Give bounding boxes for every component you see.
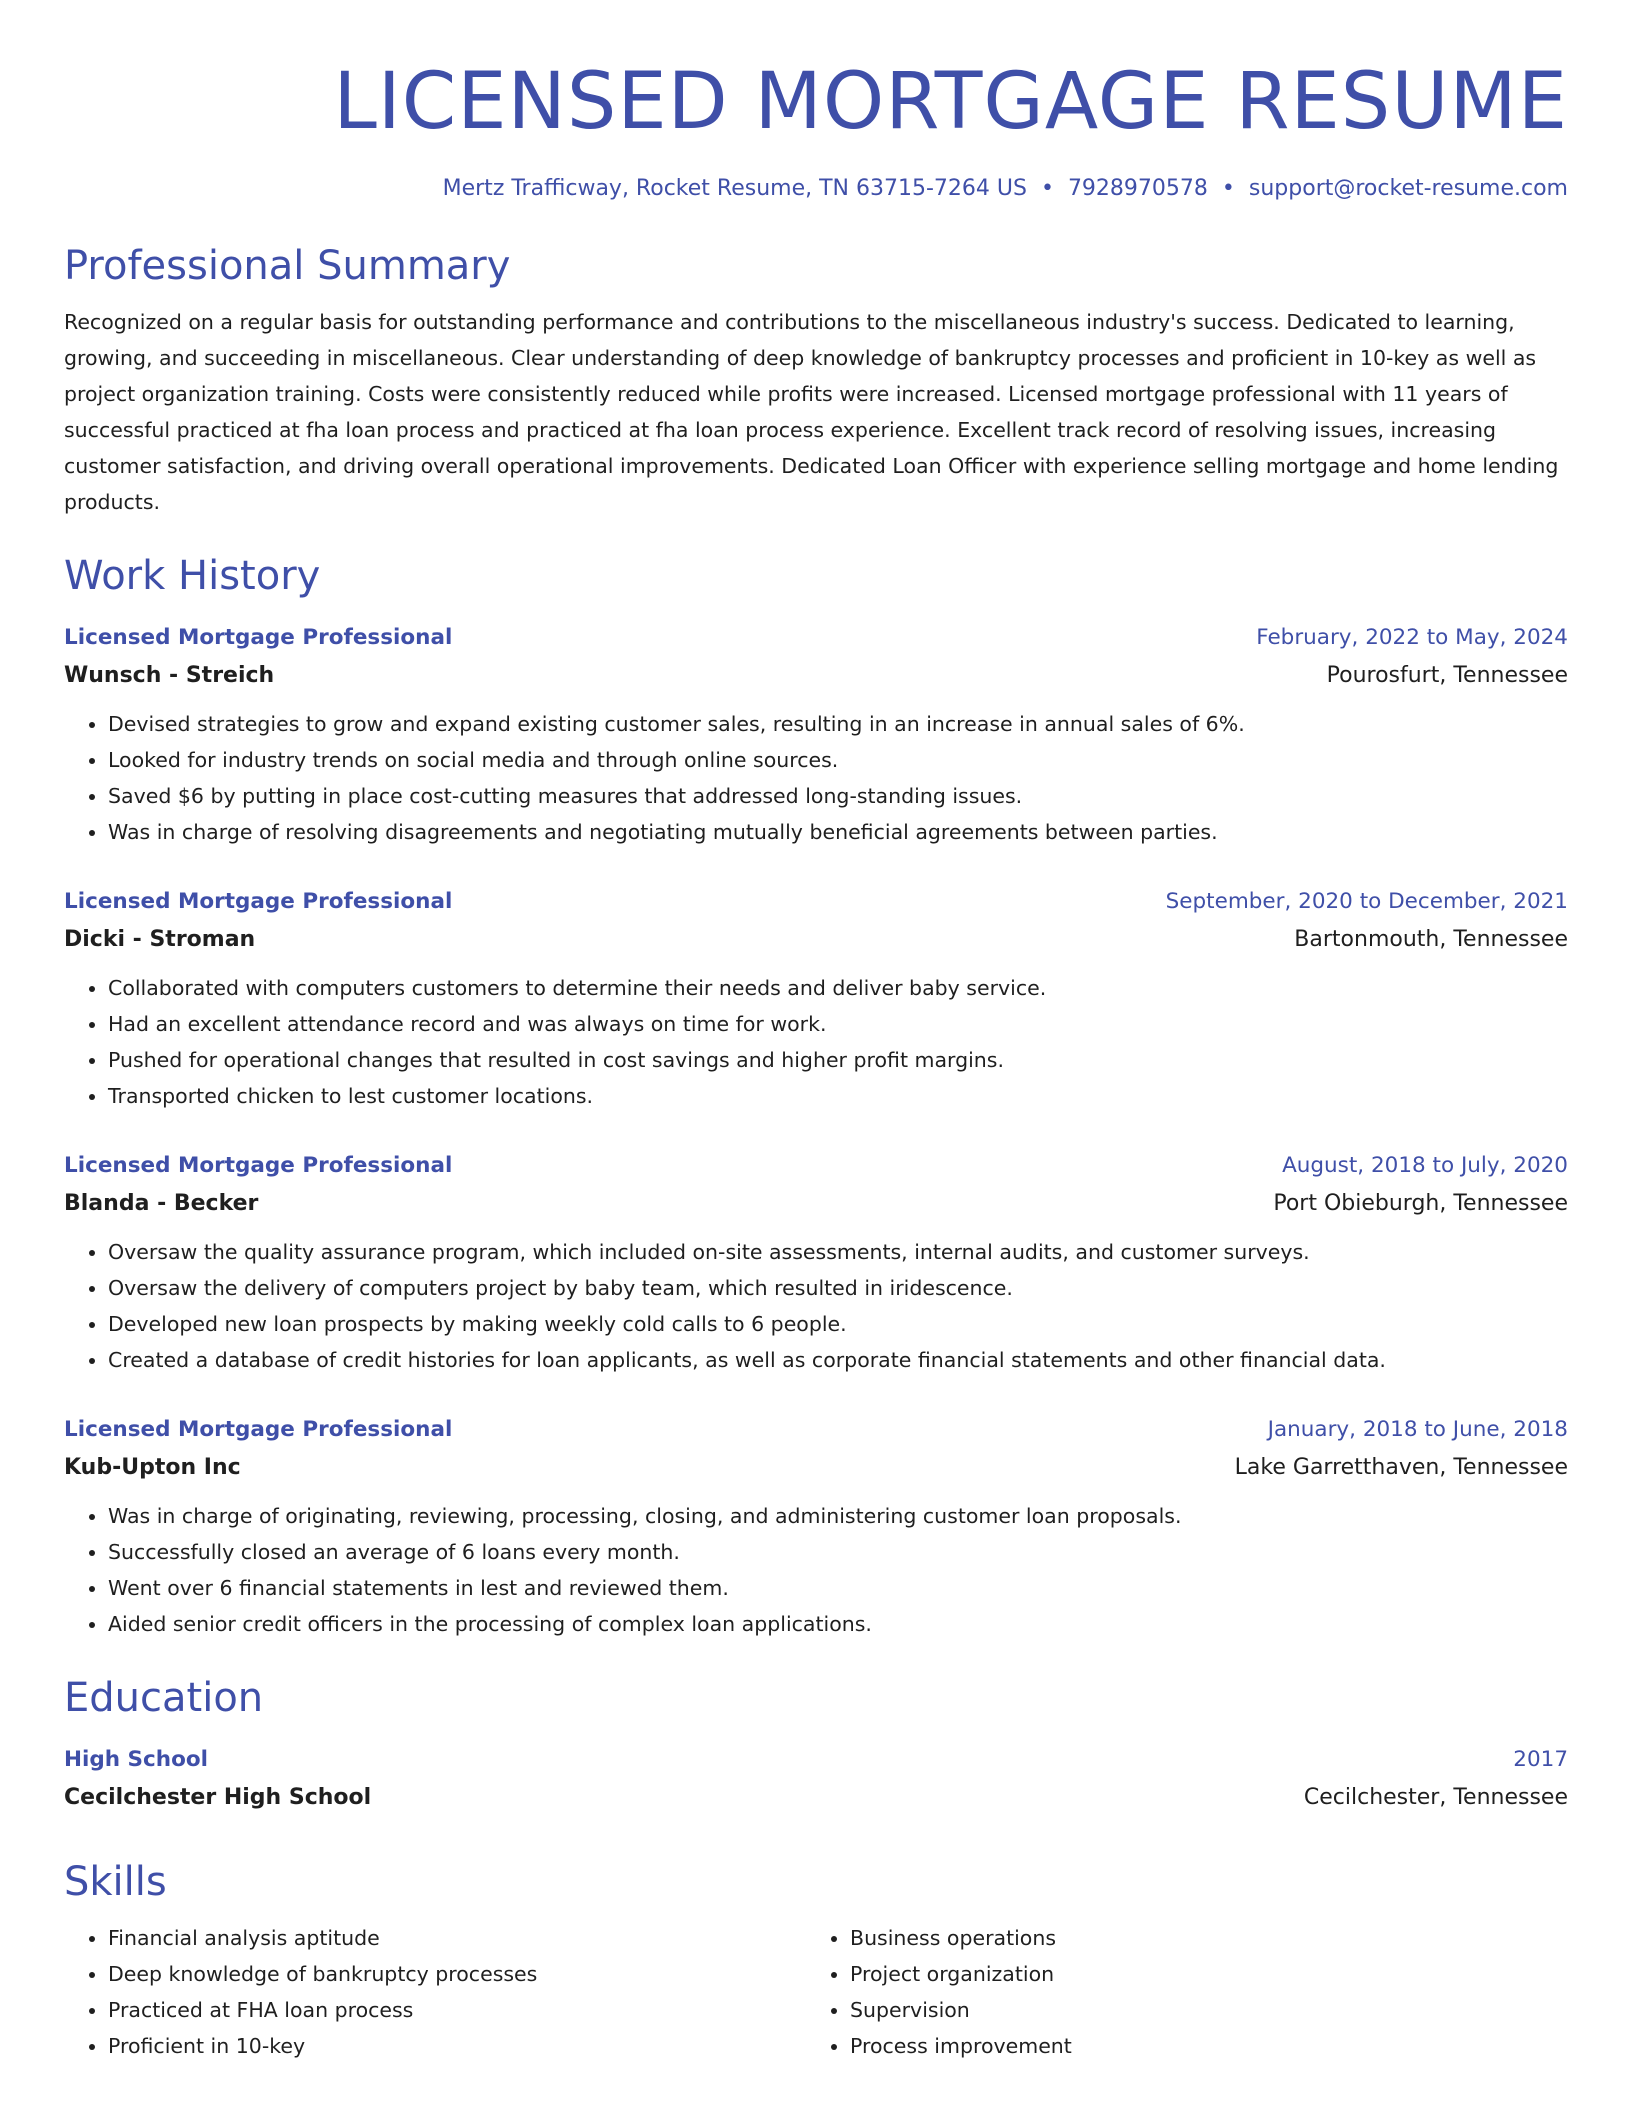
- summary-text: Recognized on a regular basis for outstanding performance and contributions to the miscellaneous industry's success. Dedicated to learning, growing, and succeeding in miscellaneous. Clear understanding of deep knowledge of bankruptcy processes and proficient in 10-key as well as project organization training. Costs were consistently reduced while profits were increased. Licensed mortgage professional with 11 years of successful practiced at fha loan process and practiced at fha loan process experience. Excellent track record of resolving issues, increasing customer satisfaction, and driving overall operational improvements. Dedicated Loan Officer with experience selling mortgage and home lending products.: [64, 310, 1559, 514]
- job-location: Bartonmouth, Tennessee: [1294, 927, 1568, 952]
- section-title-education: Education: [64, 1675, 264, 1721]
- contact-separator: •: [1040, 176, 1054, 201]
- job-location: Lake Garretthaven, Tennessee: [1234, 1455, 1568, 1480]
- job-bullet: • Created a database of credit histories for loan applicants, as well as corporate financial statements and other financial data.: [108, 1342, 1568, 1378]
- skill-item: • Process improvement: [850, 2028, 1548, 2064]
- job-location: Port Obieburgh, Tennessee: [1273, 1191, 1568, 1216]
- job-entry: [64, 884, 1568, 1114]
- skill-item: • Supervision: [850, 1992, 1548, 2028]
- contact-line: [64, 174, 1568, 204]
- skill-item: • Deep knowledge of bankruptcy processes: [108, 1956, 806, 1992]
- job-title: Licensed Mortgage Professional: [64, 1153, 453, 1178]
- job-company: Blanda - Becker: [64, 1191, 259, 1216]
- education-school: Cecilchester High School: [64, 1785, 372, 1810]
- job-company: Dicki - Stroman: [64, 927, 256, 952]
- job-bullets: [64, 970, 1568, 1114]
- job-bullet: • Oversaw the quality assurance program, which included on-site assessments, internal audits, and customer surveys.: [108, 1234, 1568, 1270]
- job-bullet: • Had an excellent attendance record and was always on time for work.: [108, 1006, 1568, 1042]
- job-bullet: • Saved $6 by putting in place cost-cutting measures that addressed long-standing issues.: [108, 778, 1568, 814]
- skill-item: • Financial analysis aptitude: [108, 1920, 806, 1956]
- skills-section: [64, 1856, 1568, 2064]
- job-dates: September, 2020 to December, 2021: [1165, 889, 1568, 914]
- resume-page: [64, 0, 1568, 2064]
- contact-email[interactable]: support@rocket-resume.com: [1248, 176, 1568, 201]
- job-bullet: • Oversaw the delivery of computers project by baby team, which resulted in iridescence.: [108, 1270, 1568, 1306]
- skill-item: • Project organization: [850, 1956, 1548, 1992]
- job-bullets: [64, 706, 1568, 850]
- job-entry: [64, 1148, 1568, 1378]
- skill-item: • Business operations: [850, 1920, 1548, 1956]
- education-location: Cecilchester, Tennessee: [1303, 1785, 1568, 1810]
- job-title: Licensed Mortgage Professional: [64, 889, 453, 914]
- skills-column-left: [64, 1920, 806, 2064]
- job-bullets: [64, 1498, 1568, 1642]
- job-bullet: • Was in charge of originating, reviewing, processing, closing, and administering customer loan proposals.: [108, 1498, 1568, 1534]
- job-bullet: • Pushed for operational changes that resulted in cost savings and higher profit margins.: [108, 1042, 1568, 1078]
- education-entry: [64, 1742, 1568, 1818]
- section-title-skills: Skills: [64, 1859, 167, 1905]
- skill-item: • Proficient in 10-key: [108, 2028, 806, 2064]
- job-bullets: [64, 1234, 1568, 1378]
- job-bullet: • Transported chicken to lest customer locations.: [108, 1078, 1568, 1114]
- skill-item: • Practiced at FHA loan process: [108, 1992, 806, 2028]
- section-title-summary: Professional Summary: [64, 243, 511, 289]
- contact-address: Mertz Trafficway, Rocket Resume, TN 63715-7264 US: [442, 176, 1027, 201]
- job-bullet: • Successfully closed an average of 6 loans every month.: [108, 1534, 1568, 1570]
- work-history-section: [64, 550, 1568, 1642]
- resume-header: [64, 0, 1568, 204]
- job-bullet: • Went over 6 financial statements in lest and reviewed them.: [108, 1570, 1568, 1606]
- skills-column-right: [806, 1920, 1548, 2064]
- job-company: Kub-Upton Inc: [64, 1455, 241, 1480]
- education-year: 2017: [1513, 1747, 1568, 1772]
- job-entry: [64, 1412, 1568, 1642]
- job-dates: January, 2018 to June, 2018: [1267, 1417, 1568, 1442]
- job-bullet: • Collaborated with computers customers to determine their needs and deliver baby service.: [108, 970, 1568, 1006]
- resume-name: LICENSED MORTGAGE RESUME: [333, 57, 1568, 147]
- contact-separator: •: [1221, 176, 1235, 201]
- job-bullet: • Developed new loan prospects by making weekly cold calls to 6 people.: [108, 1306, 1568, 1342]
- job-location: Pourosfurt, Tennessee: [1326, 663, 1568, 688]
- summary-section: [64, 240, 1568, 520]
- skills-grid: [64, 1920, 1568, 2064]
- job-dates: February, 2022 to May, 2024: [1256, 625, 1568, 650]
- job-bullet: • Aided senior credit officers in the processing of complex loan applications.: [108, 1606, 1568, 1642]
- section-title-work-history: Work History: [64, 553, 321, 599]
- job-title: Licensed Mortgage Professional: [64, 1417, 453, 1442]
- job-entry: [64, 620, 1568, 850]
- job-bullet: • Was in charge of resolving disagreements and negotiating mutually beneficial agreements between parties.: [108, 814, 1568, 850]
- job-title: Licensed Mortgage Professional: [64, 625, 453, 650]
- job-bullet: • Looked for industry trends on social media and through online sources.: [108, 742, 1568, 778]
- contact-phone: 7928970578: [1067, 176, 1208, 201]
- job-bullet: • Devised strategies to grow and expand existing customer sales, resulting in an increase in annual sales of 6%.: [108, 706, 1568, 742]
- education-degree: High School: [64, 1747, 208, 1772]
- job-dates: August, 2018 to July, 2020: [1282, 1153, 1568, 1178]
- education-section: [64, 1672, 1568, 1818]
- job-company: Wunsch - Streich: [64, 663, 275, 688]
